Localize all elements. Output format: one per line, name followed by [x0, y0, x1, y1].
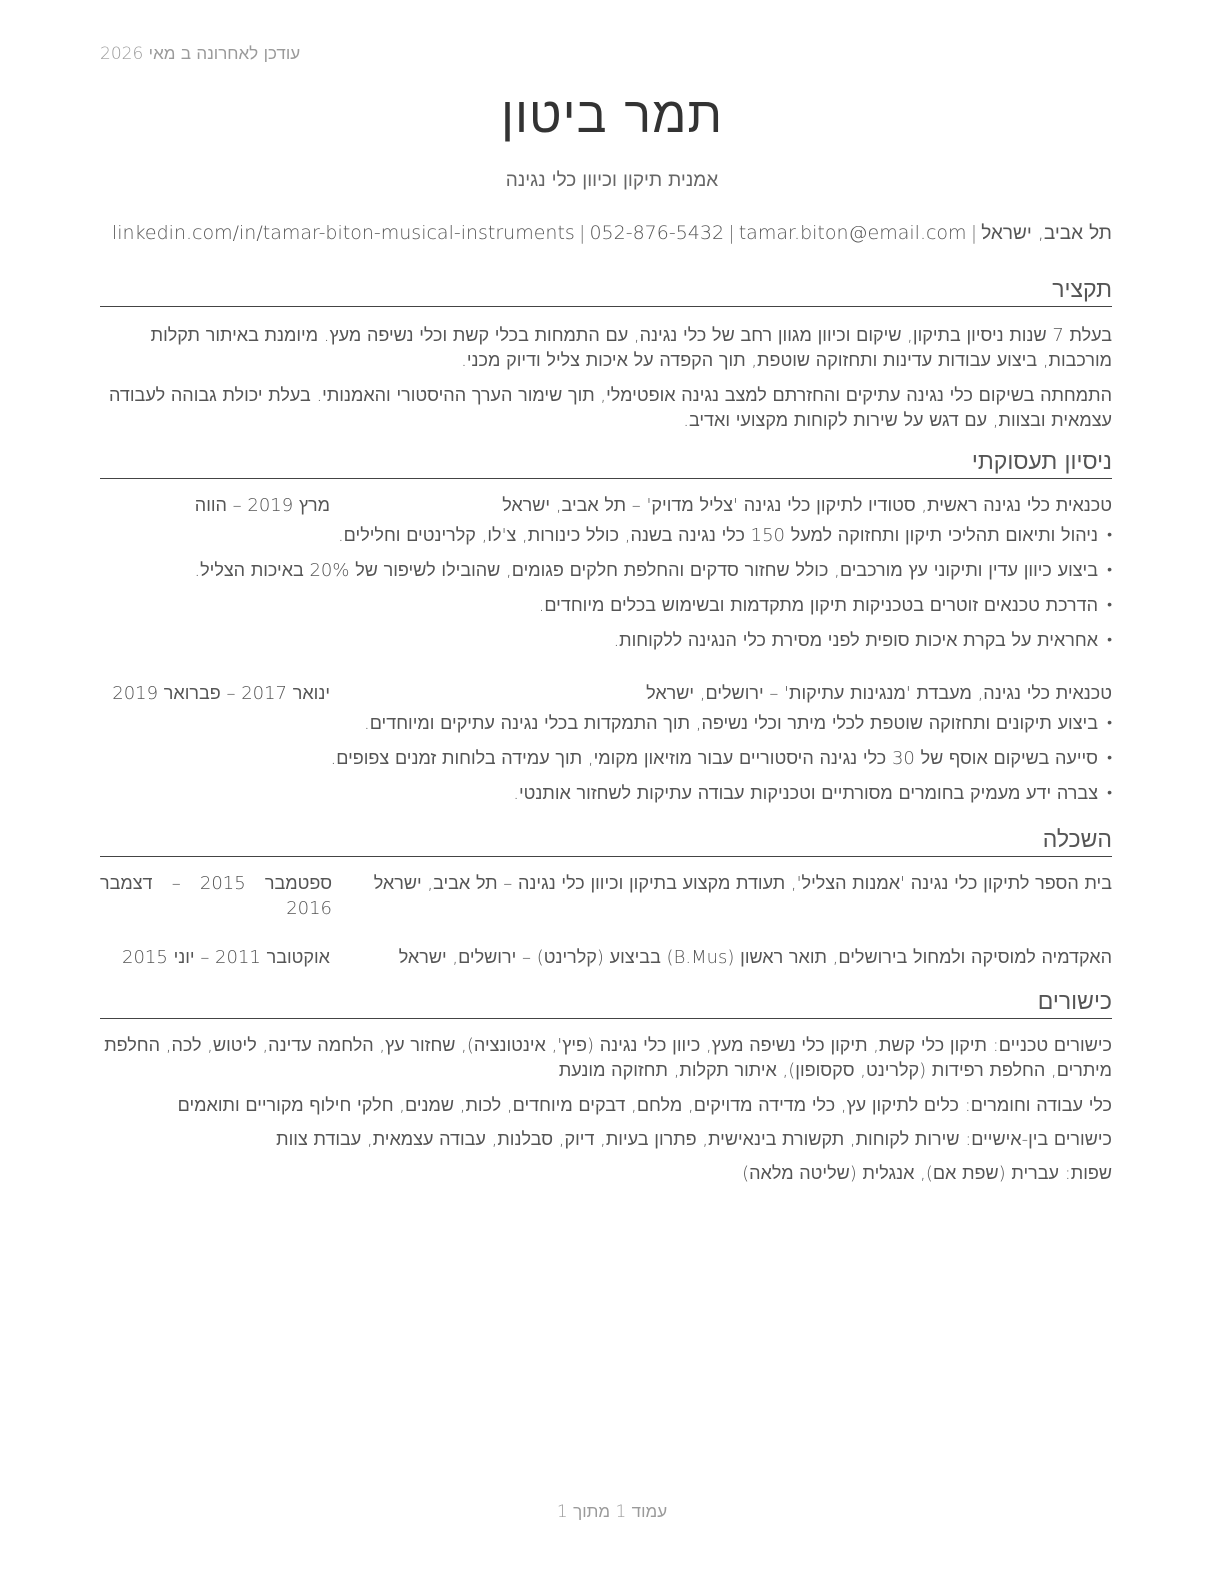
skills-line: כישורים טכניים: תיקון כלי קשת, תיקון כלי נשיפה מעץ, כיוון כלי נגינה (פיץ', אינטונציה), שחזור עץ, הלחמה עדינה, ליטוש, לכה, החלפת מיתרים, החלפת רפידות (קלרינט, סקסופון), איתור תקלות, תחזוקה מונעת — [104, 1035, 1112, 1081]
job-bullet: • אחראית על בקרת איכות סופית לפני מסירת כלי הנגינה ללקוחות. — [100, 628, 1112, 653]
summary-section — [100, 276, 1112, 433]
contact-location: תל אביב, ישראל — [981, 222, 1112, 244]
job-entry — [100, 681, 1112, 806]
education-heading: השכלה — [100, 826, 1112, 857]
job-bullet: • ביצוע כיוון עדין ותיקוני עץ מורכבים, כולל שחזור סדקים והחלפת חלקים פגומים, שהובילו לשיפור של 20% באיכות הצליל. — [100, 558, 1112, 583]
page-number: עמוד 1 מתוך 1 — [556, 1502, 668, 1522]
contact-linkedin[interactable]: linkedin.com/in/tamar-biton-musical-instruments — [112, 222, 575, 244]
experience-heading: ניסיון תעסוקתי — [100, 448, 1112, 479]
skills-line: כישורים בין-אישיים: שירות לקוחות, תקשורת בינאישית, פתרון בעיות, דיוק, סבלנות, עבודה עצמאית, עבודת צוות — [276, 1129, 1112, 1150]
candidate-name: תמר ביטון — [500, 86, 723, 144]
skills-line: כלי עבודה וחומרים: כלים לתיקון עץ, כלי מדידה מדויקים, מלחם, דבקים מיוחדים, לכות, שמנים, חלקי חילוף מקוריים ותואמים — [177, 1095, 1112, 1116]
job-date: ינואר 2017 – פברואר 2019 — [112, 683, 330, 704]
job-bullet: • צברה ידע מעמיק בחומרים מסורתיים וטכניקות עבודה עתיקות לשחזור אותנטי. — [100, 781, 1112, 806]
education-entry — [100, 945, 1112, 970]
candidate-title: אמנית תיקון וכיוון כלי נגינה — [505, 169, 719, 191]
job-bullets — [100, 523, 1112, 653]
job-bullet: • הדרכת טכנאים זוטרים בטכניקות תיקון מתקדמות ובשימוש בכלים מיוחדים. — [100, 593, 1112, 618]
job-bullet: • ביצוע תיקונים ותחזוקה שוטפת לכלי מיתר וכלי נשיפה, תוך התמקדות בכלי נגינה עתיקים ומיוחדים. — [100, 711, 1112, 736]
summary-paragraph: התמחתה בשיקום כלי נגינה עתיקים והחזרתם למצב נגינה אופטימלי, תוך שימור הערך ההיסטורי והאמנותי. בעלת יכולת גבוהה לעבודה עצמאית ובצוות, עם דגש על שירות לקוחות מקצועי ואדיב. — [109, 385, 1112, 431]
last-updated: עודכן לאחרונה ב מאי 2026 — [100, 44, 301, 64]
contact-separator: | — [970, 222, 978, 244]
job-title: טכנאית כלי נגינה ראשית, סטודיו לתיקון כלי נגינה 'צליל מדויק' – תל אביב, ישראל — [502, 495, 1112, 516]
job-bullets — [100, 711, 1112, 806]
job-entry — [100, 493, 1112, 653]
skills-line: שפות: עברית (שפת אם), אנגלית (שליטה מלאה) — [742, 1163, 1112, 1184]
contact-separator: | — [728, 222, 735, 244]
experience-section — [100, 448, 1112, 806]
skills-section — [100, 988, 1112, 1186]
skills-heading: כישורים — [100, 988, 1112, 1019]
contact-separator: | — [578, 222, 586, 244]
education-date: אוקטובר 2011 – יוני 2015 — [122, 947, 330, 968]
education-text: האקדמיה למוסיקה ולמחול בירושלים, תואר ראשון (B.Mus) בביצוע (קלרינט) – ירושלים, ישראל — [398, 947, 1112, 968]
education-text: בית הספר לתיקון כלי נגינה 'אמנות הצליל', תעודת מקצוע בתיקון וכיוון כלי נגינה – תל אביב, ישראל — [373, 873, 1112, 894]
job-bullet: • ניהול ותיאום תהליכי תיקון ותחזוקה למעל 150 כלי נגינה בשנה, כולל כינורות, צ'לו, קלרינטים וחלילים. — [100, 523, 1112, 548]
job-date: מרץ 2019 – הווה — [194, 495, 330, 516]
contact-email[interactable]: tamar.biton@email.com — [738, 222, 967, 244]
education-section — [100, 826, 1112, 970]
education-date: ספטמבר 2015 – דצמבר 2016 — [100, 873, 333, 919]
summary-paragraph: בעלת 7 שנות ניסיון בתיקון, שיקום וכיוון מגוון רחב של כלי נגינה, עם התמחות בכלי קשת וכלי נשיפה מעץ. מיומנת באיתור תקלות מורכבות, ביצוע עבודות עדינות ותחזוקה שוטפת, תוך הקפדה על איכות צליל ודיוק מכני. — [150, 325, 1112, 371]
contact-line — [112, 222, 1112, 245]
job-bullet: • סייעה בשיקום אוסף של 30 כלי נגינה היסטוריים עבור מוזיאון מקומי, תוך עמידה בלוחות זמנים צפופים. — [100, 746, 1112, 771]
summary-heading: תקציר — [100, 276, 1112, 307]
contact-phone[interactable]: 052-876-5432 — [589, 222, 725, 244]
education-entry — [100, 871, 1112, 921]
job-title: טכנאית כלי נגינה, מעבדת 'מנגינות עתיקות' – ירושלים, ישראל — [646, 683, 1112, 704]
